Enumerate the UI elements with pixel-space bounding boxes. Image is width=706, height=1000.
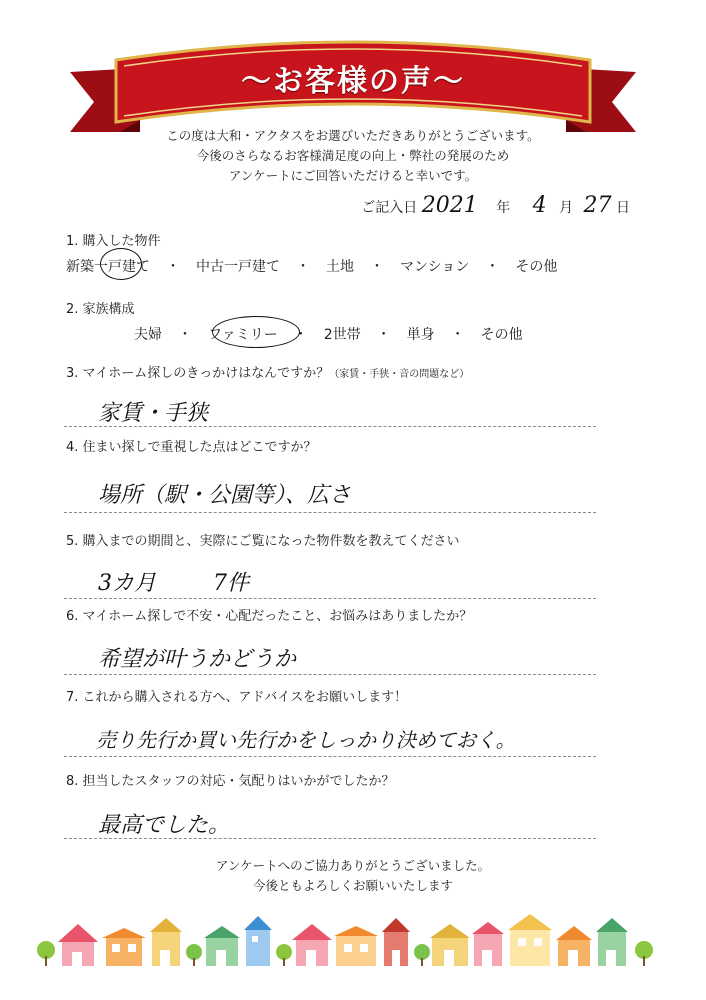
house-row-illustration: [36, 910, 666, 970]
answer-3: 家賃・手狭: [98, 401, 209, 426]
option-couple: 夫婦: [134, 327, 162, 343]
selection-circle: [100, 248, 142, 280]
question-5: 5. 購入までの期間と、実際にご覧になった物件数を教えてください: [66, 534, 460, 549]
option-other: その他: [480, 327, 523, 343]
answer-5: [98, 566, 249, 597]
answer-4: 場所（駅・公園等）、広さ: [98, 483, 352, 508]
answer-5-count: 7件: [213, 571, 249, 596]
answer-line: [64, 512, 596, 513]
option-two-generation: 2世帯: [323, 327, 361, 343]
family-options: 夫婦 ・ ファミリー ・ 2世帯 ・ 単身 ・ その他: [134, 324, 523, 344]
answer-line: [64, 426, 596, 427]
option-used-house: 中古一戸建て: [196, 259, 280, 275]
option-family: ファミリー: [208, 327, 278, 343]
closing-line: アンケートへのご協力ありがとうございました。: [215, 858, 491, 873]
question-6: 6. マイホーム探しで不安・心配だったこと、お悩みはありましたか？: [66, 609, 473, 624]
closing-text: [0, 856, 706, 896]
question-4: 4. 住まい探しで重視した点はどこですか？: [66, 440, 317, 455]
date-label: ご記入日: [361, 200, 418, 216]
intro-line: この度は大和・アクタスをお選びいただきありがとうございます。: [166, 128, 540, 143]
selection-circle: [212, 316, 300, 348]
question-2: 2. 家族構成: [66, 302, 135, 317]
answer-line: [64, 838, 596, 839]
option-mansion: マンション: [400, 259, 470, 275]
question-3-note: （家賃・手狭・音の問題など）: [329, 369, 470, 380]
date-year: 2021: [421, 193, 478, 218]
intro-line: アンケートにご回答いただけると幸いです。: [228, 168, 478, 183]
closing-line: 今後ともよろしくお願いいたします: [252, 878, 453, 893]
date-month: 4: [532, 193, 547, 218]
option-other: その他: [515, 259, 558, 275]
question-8: 8. 担当したスタッフの対応・気配りはいかがでしたか？: [66, 774, 395, 789]
question-3-text: 3. マイホーム探しのきっかけはなんですか？: [66, 366, 330, 381]
question-1: 1. 購入した物件: [66, 234, 161, 249]
property-options: 新築一戸建て ・ 中古一戸建て ・ 土地 ・ マンション ・ その他: [66, 256, 557, 276]
answer-line: [64, 674, 596, 675]
option-new-house: 新築一戸建て: [66, 259, 150, 275]
intro-line: 今後のさらなるお客様満足度の向上・弊社の発展のため: [196, 148, 510, 163]
question-7: 7. これから購入される方へ、アドバイスをお願いします！: [66, 690, 408, 705]
question-3: [66, 362, 469, 381]
entry-date: [361, 193, 630, 218]
answer-line: [64, 598, 596, 599]
answer-5-period: 3カ月: [98, 571, 156, 596]
answer-line: [64, 756, 596, 757]
option-single: 単身: [406, 327, 435, 343]
option-land: 土地: [326, 259, 354, 275]
page-title: 〜お客様の声〜: [241, 64, 465, 99]
date-day: 27: [583, 193, 612, 218]
intro-text: [0, 126, 706, 186]
date-day-unit: 日: [616, 200, 630, 216]
answer-7: 売り先行か買い先行かをしっかり決めておく。: [96, 728, 516, 752]
answer-8: 最高でした。: [98, 813, 231, 838]
date-year-unit: 年: [496, 200, 511, 216]
answer-6: 希望が叶うかどうか: [98, 647, 297, 672]
date-month-unit: 月: [559, 200, 574, 216]
